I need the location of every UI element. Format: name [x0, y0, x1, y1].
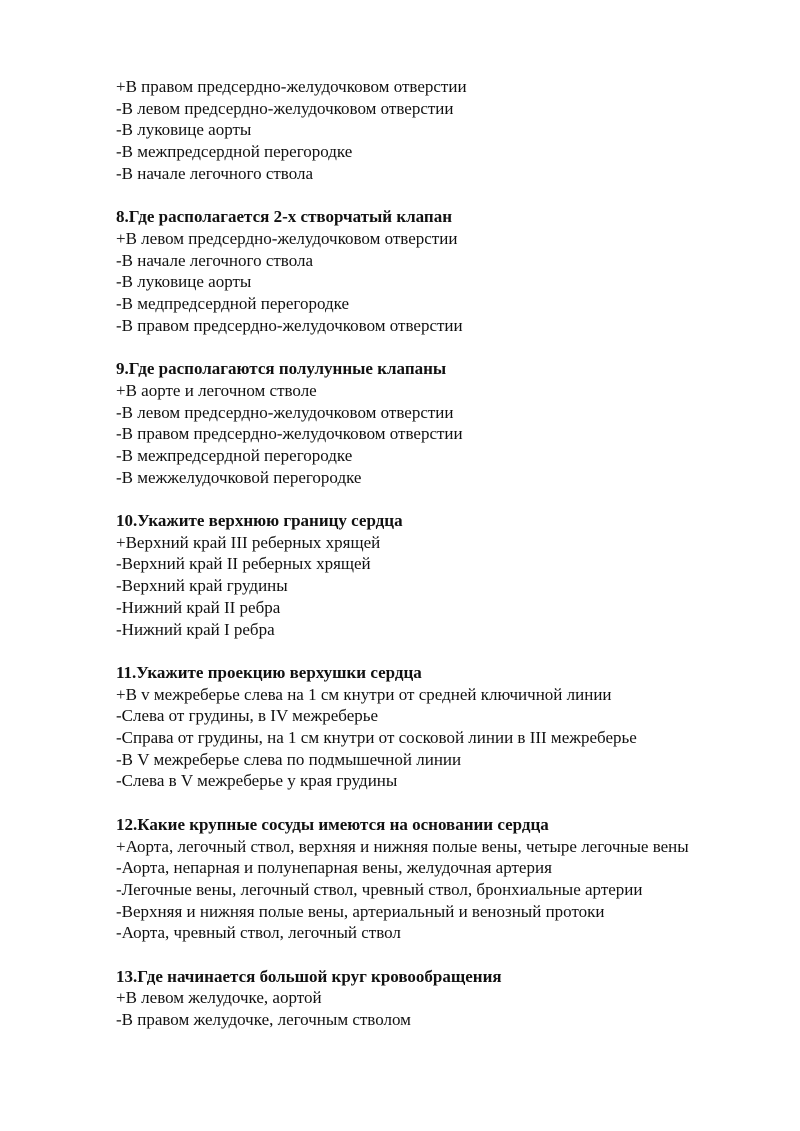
- question-title: 12.Какие крупные сосуды имеются на основании сердца: [116, 814, 549, 834]
- answer-line: -В межжелудочковой перегородке: [116, 467, 362, 487]
- question-9: [116, 358, 736, 488]
- answer-line: +В v межреберье слева на 1 см кнутри от средней ключичной линии: [116, 684, 612, 704]
- answer-line: -В правом предсердно-желудочковом отверстии: [116, 424, 463, 444]
- question-12: [116, 814, 736, 944]
- answer-line: +Аорта, легочный ствол, верхняя и нижняя полые вены, четыре легочные вены: [116, 836, 689, 856]
- answer-line: -В начале легочного ствола: [116, 250, 314, 270]
- answer-line: -Легочные вены, легочный ствол, чревный ствол, бронхиальные артерии: [116, 879, 643, 899]
- answer-line: -В правом желудочке, легочным стволом: [116, 1010, 411, 1030]
- question-7-tail: [116, 76, 736, 185]
- answer-line: -В левом предсердно-желудочковом отверстии: [116, 402, 454, 422]
- answer-line: -В межпредсердной перегородке: [116, 445, 353, 465]
- answer-line: -В начале легочного ствола: [116, 163, 314, 183]
- answer-line: -В межпредсердной перегородке: [116, 142, 353, 162]
- question-title: 10.Укажите верхнюю границу сердца: [116, 511, 403, 531]
- answer-line: +В левом желудочке, аортой: [116, 988, 322, 1008]
- answer-line: -Нижний край II ребра: [116, 597, 281, 617]
- document-content: [116, 76, 736, 1031]
- answer-line: -Слева в V межреберье у края грудины: [116, 771, 398, 791]
- answer-line: -В V межреберье слева по подмышечной линии: [116, 749, 462, 769]
- answer-line: +В левом предсердно-желудочковом отверстии: [116, 228, 458, 248]
- answer-line: -В луковице аорты: [116, 120, 252, 140]
- answer-line: -Справа от грудины, на 1 см кнутри от сосковой линии в III межреберье: [116, 728, 637, 748]
- answer-line: -Верхний край грудины: [116, 576, 288, 596]
- answer-line: +В правом предсердно-желудочковом отверстии: [116, 77, 467, 96]
- answer-line: -Верхний край II реберных хрящей: [116, 554, 371, 574]
- answer-line: +Верхний край III реберных хрящей: [116, 532, 381, 552]
- answer-line: -Аорта, чревный ствол, легочный ствол: [116, 923, 401, 943]
- answer-line: -Нижний край I ребра: [116, 619, 275, 639]
- answer-line: -В луковице аорты: [116, 272, 252, 292]
- answer-line: -Слева от грудины, в IV межреберье: [116, 706, 379, 726]
- question-title: 8.Где располагается 2-х створчатый клапан: [116, 207, 453, 227]
- answer-line: -Аорта, непарная и полунепарная вены, желудочная артерия: [116, 858, 552, 878]
- question-8: [116, 206, 736, 336]
- answer-line: -В левом предсердно-желудочковом отверстии: [116, 98, 454, 118]
- answer-line: -Верхняя и нижняя полые вены, артериальный и венозный протоки: [116, 901, 605, 921]
- question-title: 9.Где располагаются полулунные клапаны: [116, 359, 447, 379]
- question-11: [116, 662, 736, 792]
- question-title: 11.Укажите проекцию верхушки сердца: [116, 662, 422, 682]
- question-10: [116, 510, 736, 640]
- answer-line: +В аорте и легочном стволе: [116, 380, 317, 400]
- question-13: [116, 966, 736, 1031]
- answer-line: -В правом предсердно-желудочковом отверстии: [116, 315, 463, 335]
- question-title: 13.Где начинается большой круг кровообращения: [116, 966, 502, 986]
- answer-line: -В медпредсердной перегородке: [116, 294, 349, 314]
